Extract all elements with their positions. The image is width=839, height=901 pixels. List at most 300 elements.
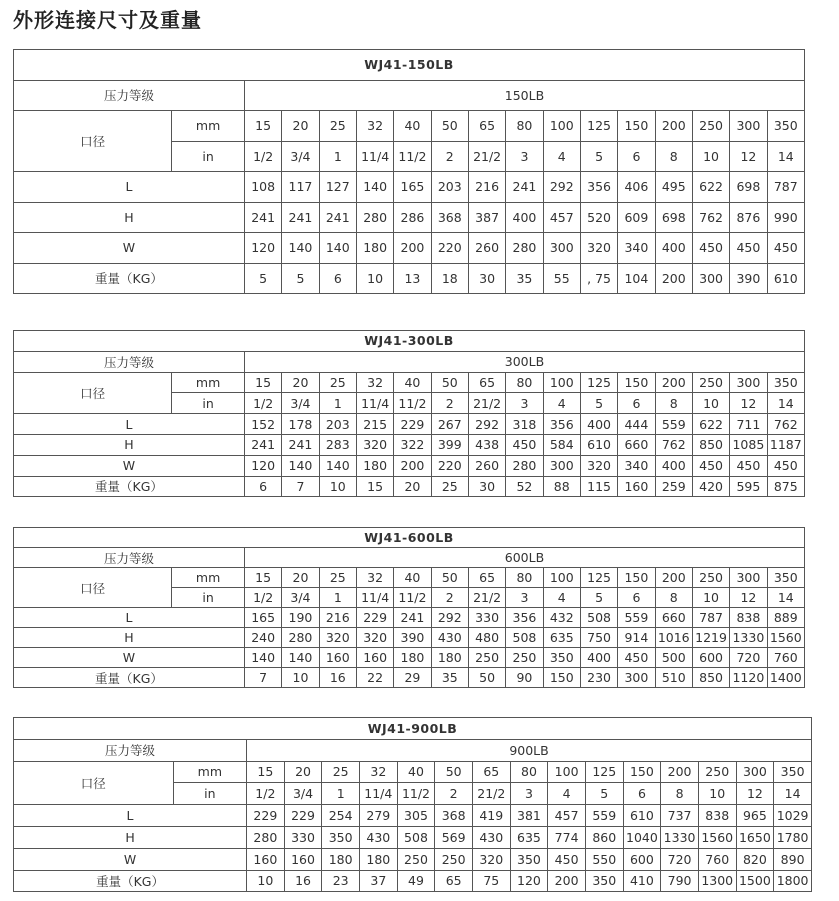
mm-size-cell: 80 <box>510 761 548 783</box>
pressure-label: 压力等级 <box>14 548 245 568</box>
value-cell: 760 <box>698 848 736 870</box>
value-cell: 860 <box>585 826 623 848</box>
in-size-cell: 4 <box>543 141 580 172</box>
value-cell: 762 <box>692 202 729 233</box>
in-size-cell: 21/2 <box>468 393 505 414</box>
in-unit-label: in <box>173 783 246 805</box>
in-size-cell: 5 <box>580 588 617 608</box>
in-size-cell: 1 <box>322 783 360 805</box>
in-size-cell: 11/4 <box>356 588 393 608</box>
value-cell: 10 <box>247 870 285 892</box>
in-unit-label: in <box>172 393 245 414</box>
table-row <box>14 414 805 435</box>
mm-size-cell: 32 <box>356 372 393 393</box>
pressure-value: 150LB <box>244 80 804 111</box>
row-label: L <box>14 414 245 435</box>
value-cell: 660 <box>655 608 692 628</box>
value-cell: 200 <box>655 263 692 294</box>
value-cell: 340 <box>618 233 655 264</box>
value-cell: 610 <box>767 263 804 294</box>
value-cell: 16 <box>319 668 356 688</box>
table-row <box>14 870 812 892</box>
value-cell: 88 <box>543 476 580 497</box>
value-cell: 160 <box>284 848 322 870</box>
value-cell: 300 <box>618 668 655 688</box>
value-cell: 160 <box>618 476 655 497</box>
bore-mm-row <box>14 372 805 393</box>
mm-size-cell: 40 <box>397 761 435 783</box>
mm-size-cell: 200 <box>655 111 692 142</box>
value-cell: 420 <box>692 476 729 497</box>
value-cell: 450 <box>767 455 804 476</box>
in-size-cell: 1 <box>319 141 356 172</box>
bore-label: 口径 <box>14 111 172 172</box>
value-cell: 52 <box>506 476 543 497</box>
bore-mm-row <box>14 111 805 142</box>
value-cell: 160 <box>319 648 356 668</box>
mm-size-cell: 100 <box>543 111 580 142</box>
value-cell: 399 <box>431 434 468 455</box>
value-cell: 762 <box>655 434 692 455</box>
value-cell: 200 <box>394 233 431 264</box>
mm-size-cell: 40 <box>394 568 431 588</box>
value-cell: 241 <box>282 202 319 233</box>
value-cell: 1650 <box>736 826 774 848</box>
in-size-cell: 2 <box>431 393 468 414</box>
value-cell: 229 <box>394 414 431 435</box>
mm-size-cell: 200 <box>655 372 692 393</box>
value-cell: 165 <box>244 608 281 628</box>
value-cell: 450 <box>692 455 729 476</box>
value-cell: 140 <box>282 648 319 668</box>
value-cell: 220 <box>431 233 468 264</box>
mm-size-cell: 200 <box>655 568 692 588</box>
row-label: H <box>14 628 245 648</box>
value-cell: 450 <box>767 233 804 264</box>
value-cell: 150 <box>543 668 580 688</box>
in-size-cell: 10 <box>698 783 736 805</box>
value-cell: 279 <box>360 805 398 827</box>
value-cell: , 75 <box>580 263 617 294</box>
value-cell: 381 <box>510 805 548 827</box>
value-cell: 292 <box>431 608 468 628</box>
mm-size-cell: 150 <box>623 761 661 783</box>
value-cell: 117 <box>282 172 319 203</box>
value-cell: 260 <box>468 455 505 476</box>
table-title: WJ41-150LB <box>14 50 805 81</box>
row-label: W <box>14 648 245 668</box>
value-cell: 1330 <box>730 628 767 648</box>
mm-size-cell: 15 <box>244 568 281 588</box>
in-size-cell: 14 <box>767 393 804 414</box>
mm-size-cell: 65 <box>468 111 505 142</box>
in-size-cell: 3 <box>510 783 548 805</box>
pressure-value: 600LB <box>244 548 804 568</box>
value-cell: 13 <box>394 263 431 294</box>
value-cell: 368 <box>431 202 468 233</box>
value-cell: 75 <box>472 870 510 892</box>
value-cell: 320 <box>580 233 617 264</box>
spec-table-150lb <box>13 49 805 294</box>
page-title: 外形连接尺寸及重量 <box>13 8 202 32</box>
value-cell: 350 <box>543 648 580 668</box>
value-cell: 330 <box>284 826 322 848</box>
value-cell: 120 <box>244 455 281 476</box>
table-title: WJ41-600LB <box>14 528 805 548</box>
in-size-cell: 8 <box>655 393 692 414</box>
pressure-label: 压力等级 <box>14 80 245 111</box>
mm-size-cell: 350 <box>767 111 804 142</box>
value-cell: 320 <box>580 455 617 476</box>
value-cell: 23 <box>322 870 360 892</box>
table-row <box>14 826 812 848</box>
mm-size-cell: 80 <box>506 372 543 393</box>
value-cell: 432 <box>543 608 580 628</box>
in-size-cell: 14 <box>774 783 812 805</box>
mm-size-cell: 25 <box>322 761 360 783</box>
value-cell: 216 <box>319 608 356 628</box>
value-cell: 230 <box>580 668 617 688</box>
value-cell: 180 <box>356 455 393 476</box>
table-row <box>14 648 805 668</box>
row-label: 重量（KG） <box>14 870 247 892</box>
in-size-cell: 11/2 <box>394 393 431 414</box>
value-cell: 330 <box>468 608 505 628</box>
value-cell: 406 <box>618 172 655 203</box>
in-size-cell: 1/2 <box>244 588 281 608</box>
mm-size-cell: 200 <box>661 761 699 783</box>
value-cell: 875 <box>767 476 804 497</box>
mm-size-cell: 20 <box>282 111 319 142</box>
in-size-cell: 4 <box>548 783 586 805</box>
pressure-value: 900LB <box>247 739 812 761</box>
row-label: 重量（KG） <box>14 476 245 497</box>
value-cell: 320 <box>472 848 510 870</box>
table-row <box>14 202 805 233</box>
in-size-cell: 11/4 <box>360 783 398 805</box>
pressure-row <box>14 80 805 111</box>
value-cell: 120 <box>244 233 281 264</box>
row-label: L <box>14 805 247 827</box>
value-cell: 914 <box>618 628 655 648</box>
row-label: H <box>14 202 245 233</box>
value-cell: 280 <box>247 826 285 848</box>
value-cell: 1016 <box>655 628 692 648</box>
in-size-cell: 8 <box>655 141 692 172</box>
pressure-value: 300LB <box>244 351 804 372</box>
mm-size-cell: 100 <box>543 568 580 588</box>
value-cell: 340 <box>618 455 655 476</box>
mm-size-cell: 32 <box>356 568 393 588</box>
table-row <box>14 608 805 628</box>
mm-size-cell: 350 <box>767 372 804 393</box>
in-size-cell: 21/2 <box>468 588 505 608</box>
value-cell: 200 <box>548 870 586 892</box>
in-size-cell: 6 <box>623 783 661 805</box>
value-cell: 400 <box>506 202 543 233</box>
value-cell: 787 <box>692 608 729 628</box>
value-cell: 400 <box>580 414 617 435</box>
value-cell: 350 <box>322 826 360 848</box>
mm-size-cell: 40 <box>394 372 431 393</box>
table-row <box>14 668 805 688</box>
bore-mm-row <box>14 568 805 588</box>
mm-size-cell: 25 <box>319 111 356 142</box>
pressure-row <box>14 548 805 568</box>
value-cell: 180 <box>360 848 398 870</box>
value-cell: 559 <box>585 805 623 827</box>
value-cell: 390 <box>394 628 431 648</box>
in-size-cell: 10 <box>692 393 729 414</box>
value-cell: 356 <box>543 414 580 435</box>
bore-label: 口径 <box>14 372 172 414</box>
value-cell: 286 <box>394 202 431 233</box>
mm-size-cell: 32 <box>356 111 393 142</box>
spec-table-300lb <box>13 330 805 497</box>
value-cell: 35 <box>506 263 543 294</box>
mm-size-cell: 25 <box>319 372 356 393</box>
value-cell: 254 <box>322 805 360 827</box>
mm-size-cell: 250 <box>692 568 729 588</box>
mm-size-cell: 300 <box>730 568 767 588</box>
mm-size-cell: 300 <box>730 111 767 142</box>
value-cell: 215 <box>356 414 393 435</box>
value-cell: 6 <box>244 476 281 497</box>
value-cell: 698 <box>655 202 692 233</box>
in-size-cell: 12 <box>730 141 767 172</box>
value-cell: 450 <box>548 848 586 870</box>
mm-unit-label: mm <box>172 372 245 393</box>
in-size-cell: 1 <box>319 393 356 414</box>
value-cell: 15 <box>356 476 393 497</box>
value-cell: 508 <box>506 628 543 648</box>
value-cell: 356 <box>506 608 543 628</box>
value-cell: 368 <box>435 805 473 827</box>
value-cell: 622 <box>692 414 729 435</box>
in-size-cell: 21/2 <box>472 783 510 805</box>
table-row <box>14 263 805 294</box>
value-cell: 260 <box>468 233 505 264</box>
in-size-cell: 2 <box>435 783 473 805</box>
value-cell: 450 <box>618 648 655 668</box>
value-cell: 737 <box>661 805 699 827</box>
value-cell: 280 <box>506 233 543 264</box>
in-size-cell: 8 <box>661 783 699 805</box>
value-cell: 120 <box>510 870 548 892</box>
value-cell: 600 <box>623 848 661 870</box>
value-cell: 1800 <box>774 870 812 892</box>
value-cell: 50 <box>468 668 505 688</box>
in-size-cell: 4 <box>543 588 580 608</box>
value-cell: 320 <box>356 434 393 455</box>
value-cell: 35 <box>431 668 468 688</box>
value-cell: 495 <box>655 172 692 203</box>
value-cell: 410 <box>623 870 661 892</box>
value-cell: 1560 <box>698 826 736 848</box>
value-cell: 241 <box>394 608 431 628</box>
mm-size-cell: 350 <box>774 761 812 783</box>
mm-size-cell: 80 <box>506 568 543 588</box>
value-cell: 180 <box>394 648 431 668</box>
table-row <box>14 455 805 476</box>
in-size-cell: 14 <box>767 588 804 608</box>
table-row <box>14 628 805 648</box>
value-cell: 600 <box>692 648 729 668</box>
mm-size-cell: 350 <box>767 568 804 588</box>
value-cell: 698 <box>730 172 767 203</box>
value-cell: 10 <box>319 476 356 497</box>
value-cell: 140 <box>319 455 356 476</box>
value-cell: 1187 <box>767 434 804 455</box>
in-size-cell: 11/4 <box>356 141 393 172</box>
value-cell: 889 <box>767 608 804 628</box>
value-cell: 320 <box>319 628 356 648</box>
in-size-cell: 3 <box>506 141 543 172</box>
value-cell: 300 <box>692 263 729 294</box>
row-label: H <box>14 434 245 455</box>
value-cell: 1780 <box>774 826 812 848</box>
bore-mm-row <box>14 761 812 783</box>
value-cell: 387 <box>468 202 505 233</box>
value-cell: 241 <box>319 202 356 233</box>
mm-size-cell: 150 <box>618 111 655 142</box>
value-cell: 430 <box>360 826 398 848</box>
table-title-row <box>14 528 805 548</box>
value-cell: 10 <box>356 263 393 294</box>
in-size-cell: 10 <box>692 141 729 172</box>
value-cell: 850 <box>692 668 729 688</box>
value-cell: 400 <box>655 233 692 264</box>
mm-size-cell: 80 <box>506 111 543 142</box>
in-size-cell: 5 <box>580 141 617 172</box>
value-cell: 508 <box>580 608 617 628</box>
value-cell: 430 <box>472 826 510 848</box>
value-cell: 419 <box>472 805 510 827</box>
value-cell: 140 <box>319 233 356 264</box>
value-cell: 283 <box>319 434 356 455</box>
value-cell: 203 <box>431 172 468 203</box>
value-cell: 787 <box>767 172 804 203</box>
table-row <box>14 848 812 870</box>
mm-size-cell: 50 <box>431 111 468 142</box>
value-cell: 635 <box>510 826 548 848</box>
value-cell: 350 <box>510 848 548 870</box>
mm-size-cell: 125 <box>580 111 617 142</box>
value-cell: 1330 <box>661 826 699 848</box>
value-cell: 180 <box>322 848 360 870</box>
in-unit-label: in <box>172 141 245 172</box>
table-title-row <box>14 331 805 352</box>
value-cell: 356 <box>580 172 617 203</box>
in-size-cell: 1/2 <box>247 783 285 805</box>
value-cell: 457 <box>548 805 586 827</box>
value-cell: 510 <box>655 668 692 688</box>
value-cell: 165 <box>394 172 431 203</box>
value-cell: 890 <box>774 848 812 870</box>
value-cell: 520 <box>580 202 617 233</box>
value-cell: 127 <box>319 172 356 203</box>
value-cell: 622 <box>692 172 729 203</box>
in-size-cell: 14 <box>767 141 804 172</box>
value-cell: 178 <box>282 414 319 435</box>
table-title-row <box>14 718 812 740</box>
value-cell: 820 <box>736 848 774 870</box>
in-size-cell: 11/2 <box>394 588 431 608</box>
row-label: L <box>14 172 245 203</box>
mm-size-cell: 250 <box>692 111 729 142</box>
in-size-cell: 11/2 <box>394 141 431 172</box>
value-cell: 216 <box>468 172 505 203</box>
mm-size-cell: 100 <box>543 372 580 393</box>
in-size-cell: 3/4 <box>282 141 319 172</box>
value-cell: 965 <box>736 805 774 827</box>
mm-size-cell: 125 <box>580 568 617 588</box>
value-cell: 444 <box>618 414 655 435</box>
mm-size-cell: 100 <box>548 761 586 783</box>
row-label: L <box>14 608 245 628</box>
table-row <box>14 476 805 497</box>
in-size-cell: 12 <box>730 588 767 608</box>
in-size-cell: 3/4 <box>284 783 322 805</box>
in-size-cell: 2 <box>431 141 468 172</box>
value-cell: 152 <box>244 414 281 435</box>
in-size-cell: 6 <box>618 393 655 414</box>
value-cell: 322 <box>394 434 431 455</box>
value-cell: 838 <box>730 608 767 628</box>
row-label: 重量（KG） <box>14 668 245 688</box>
in-size-cell: 6 <box>618 141 655 172</box>
value-cell: 10 <box>282 668 319 688</box>
value-cell: 595 <box>730 476 767 497</box>
mm-unit-label: mm <box>172 111 245 142</box>
in-size-cell: 3 <box>506 393 543 414</box>
value-cell: 22 <box>356 668 393 688</box>
value-cell: 160 <box>247 848 285 870</box>
value-cell: 1400 <box>767 668 804 688</box>
in-size-cell: 21/2 <box>468 141 505 172</box>
mm-size-cell: 125 <box>585 761 623 783</box>
value-cell: 229 <box>356 608 393 628</box>
value-cell: 350 <box>585 870 623 892</box>
mm-size-cell: 250 <box>692 372 729 393</box>
table-row <box>14 172 805 203</box>
mm-size-cell: 40 <box>394 111 431 142</box>
value-cell: 5 <box>282 263 319 294</box>
value-cell: 850 <box>692 434 729 455</box>
row-label: W <box>14 233 245 264</box>
in-size-cell: 5 <box>585 783 623 805</box>
value-cell: 1560 <box>767 628 804 648</box>
mm-size-cell: 150 <box>618 372 655 393</box>
value-cell: 762 <box>767 414 804 435</box>
value-cell: 450 <box>506 434 543 455</box>
bore-label: 口径 <box>14 761 174 805</box>
value-cell: 30 <box>468 263 505 294</box>
row-label: H <box>14 826 247 848</box>
value-cell: 65 <box>435 870 473 892</box>
value-cell: 20 <box>394 476 431 497</box>
in-size-cell: 1/2 <box>244 141 281 172</box>
value-cell: 180 <box>356 233 393 264</box>
value-cell: 300 <box>543 233 580 264</box>
mm-size-cell: 65 <box>472 761 510 783</box>
table-row <box>14 233 805 264</box>
value-cell: 30 <box>468 476 505 497</box>
mm-unit-label: mm <box>173 761 246 783</box>
row-label: W <box>14 455 245 476</box>
value-cell: 229 <box>284 805 322 827</box>
mm-size-cell: 50 <box>435 761 473 783</box>
